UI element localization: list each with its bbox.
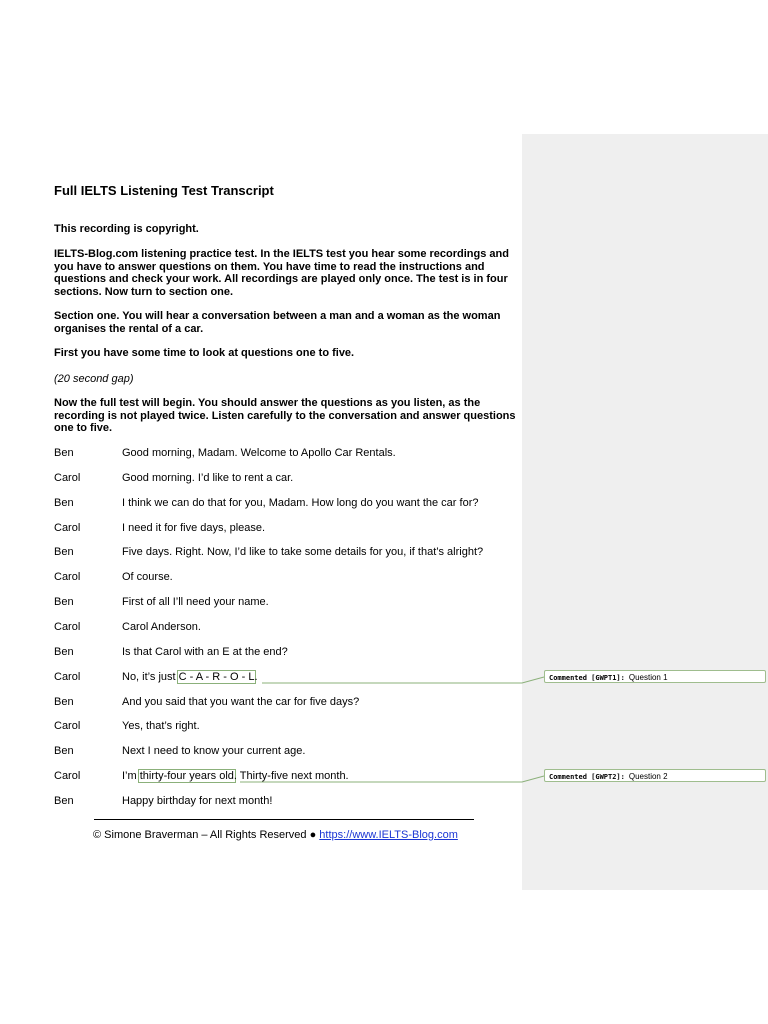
dialogue-text: I think we can do that for you, Madam. How long do you want the car for?	[122, 497, 479, 509]
footer-copyright: © Simone Braverman – All Rights Reserved ●	[93, 829, 320, 841]
comment-connector-line	[262, 677, 544, 683]
speaker-name: Carol	[54, 522, 81, 534]
speaker-name: Carol	[54, 472, 81, 484]
speaker-name: Ben	[54, 546, 74, 558]
speaker-name: Ben	[54, 745, 74, 757]
document-title: Full IELTS Listening Test Transcript	[54, 183, 274, 198]
dialogue-text: Good morning. I’d like to rent a car.	[122, 472, 294, 484]
speaker-name: Carol	[54, 571, 81, 583]
dialogue-text: Carol Anderson.	[122, 621, 201, 633]
comment-connector-line	[240, 776, 544, 782]
speaker-name: Ben	[54, 447, 74, 459]
comment-author-tag: Commented [GWPT2]:	[549, 773, 625, 781]
dialogue-text: First of all I’ll need your name.	[122, 596, 269, 608]
dialogue-text: No, it’s just C - A - R - O - L.	[122, 671, 258, 683]
dialogue-text: I’m thirty-four years old. Thirty-five next month.	[122, 770, 349, 782]
dialogue-text: Yes, that’s right.	[122, 720, 200, 732]
dialogue-text: Of course.	[122, 571, 173, 583]
speaker-name: Carol	[54, 770, 81, 782]
gap-note: (20 second gap)	[54, 373, 134, 385]
comment-text: Question 1	[628, 673, 668, 682]
section-one-paragraph: Section one. You will hear a conversation between a man and a woman as the woman organises the rental of a car.	[54, 310, 501, 335]
comment-balloon[interactable]	[544, 769, 766, 782]
dialogue-text: And you said that you want the car for five days?	[122, 696, 360, 708]
speaker-name: Carol	[54, 671, 81, 683]
dialogue-text: Five days. Right. Now, I’d like to take some details for you, if that’s alright?	[122, 546, 484, 558]
speaker-name: Ben	[54, 497, 74, 509]
dialogue-text: I need it for five days, please.	[122, 522, 266, 534]
comment-author-tag: Commented [GWPT1]:	[549, 674, 625, 682]
copyright-notice: This recording is copyright.	[54, 223, 199, 235]
dialogue-text: Is that Carol with an E at the end?	[122, 646, 288, 658]
speaker-name: Ben	[54, 696, 74, 708]
answer-highlight-1[interactable]: C - A - R - O - L	[178, 671, 255, 683]
footer-link[interactable]: https://www.IELTS-Blog.com	[319, 829, 458, 841]
speaker-name: Ben	[54, 795, 74, 807]
speaker-name: Carol	[54, 720, 81, 732]
questions-paragraph: First you have some time to look at questions one to five.	[54, 347, 355, 359]
test-begin-paragraph: Now the full test will begin. You should answer the questions as you listen, as the recording is not played twice. Listen carefully to the conversation and answer questions one to five.	[54, 397, 516, 434]
dialogue-text: Happy birthday for next month!	[122, 795, 273, 807]
answer-highlight-2[interactable]: thirty-four years old	[139, 770, 234, 782]
speaker-name: Ben	[54, 596, 74, 608]
comment-balloon[interactable]	[544, 670, 766, 683]
speaker-name: Carol	[54, 621, 81, 633]
speaker-name: Ben	[54, 646, 74, 658]
dialogue-text: Next I need to know your current age.	[122, 745, 306, 757]
intro-paragraph: IELTS-Blog.com listening practice test. In the IELTS test you hear some recordings and you have to answer questions on them. You have time to read the instructions and questions and check your work. All recordings are played only once. The test is in four sections. Now turn to section one.	[54, 248, 509, 298]
comment-text: Question 2	[628, 772, 668, 781]
dialogue-text: Good morning, Madam. Welcome to Apollo Car Rentals.	[122, 447, 396, 459]
